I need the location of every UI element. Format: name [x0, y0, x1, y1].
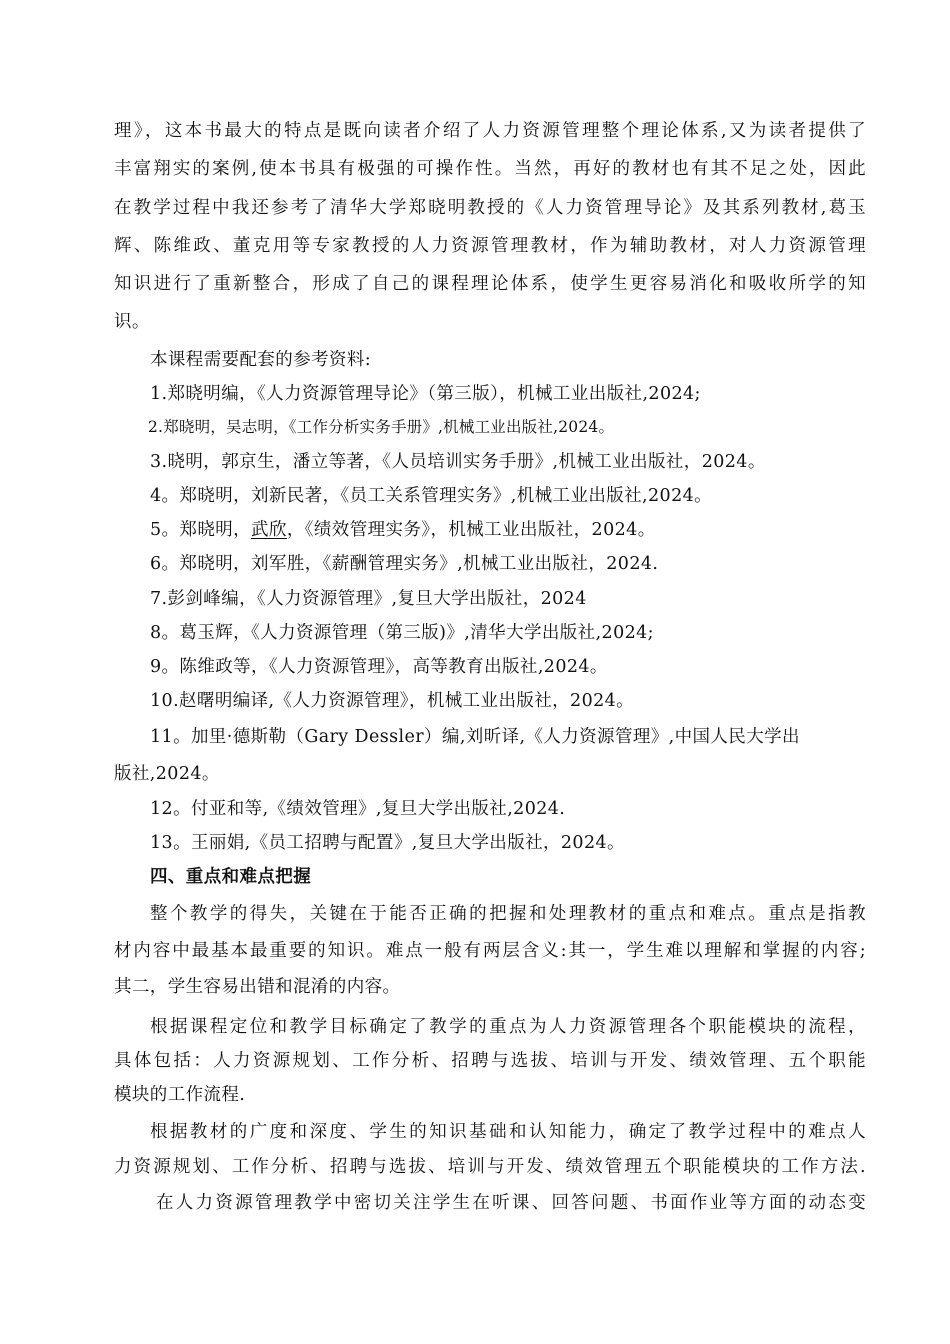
references-heading: 本课程需要配套的参考资料:	[150, 350, 372, 370]
text-line: 辉、陈维政、董克用等专家教授的人力资源管理教材，作为辅助教材，对人力资源管理	[114, 236, 866, 256]
text-line: 理》，这本书最大的特点是既向读者介绍了人力资源管理整个理论体系,又为读者提供了	[114, 121, 866, 141]
text-line: 根据教材的广度和深度、学生的知识基础和认知能力，确定了教学过程中的难点人	[150, 1122, 866, 1142]
text-line: 材内容中最基本最重要的知识。难点一般有两层含义:其一，学生难以理解和掌握的内容;	[114, 941, 866, 961]
text-line: 具体包括：人力资源规划、工作分析、招聘与选拔、培训与开发、绩效管理、五个职能	[114, 1051, 866, 1071]
text-line: 整个教学的得失，关键在于能否正确的把握和处理教材的重点和难点。重点是指教	[150, 904, 866, 924]
reference-item-continued: 版社,2024。	[114, 764, 220, 784]
text-line: 在教学过程中我还参考了清华大学郑晓明教授的《人力资管理导论》及其系列教材,葛玉	[114, 198, 866, 218]
reference-item: 13。王丽娟,《员工招聘与配置》,复旦大学出版社，2024。	[150, 833, 625, 853]
reference-item: 8。葛玉辉，《人力资源管理（第三版)》,清华大学出版社,2024;	[150, 623, 654, 643]
text-line: 其二，学生容易出错和混淆的内容。	[114, 977, 401, 997]
reference-text: 5。郑晓明，	[150, 520, 252, 540]
reference-item: 3.晓明，郭京生，潘立等著，《人员培训实务手册》,机械工业出版社，2024。	[150, 452, 766, 472]
underlined-author: 武欣	[251, 520, 287, 540]
reference-item: 9。陈维政等，《人力资源管理》，高等教育出版社,2024。	[150, 657, 608, 677]
reference-item: 4。郑晓明，刘新民著，《员工关系管理实务》,机械工业出版社,2024。	[150, 486, 713, 506]
text-line: 识。	[114, 312, 150, 332]
reference-item	[150, 522, 656, 540]
text-line: 知识进行了重新整合，形成了自己的课程理论体系，使学生更容易消化和吸收所学的知	[114, 274, 866, 294]
reference-item: 6。郑晓明，刘军胜，《薪酬管理实务》,机械工业出版社，2024.	[150, 554, 659, 574]
text-line: 模块的工作流程.	[114, 1085, 246, 1105]
reference-item: 2.郑晓明，吴志明，《工作分析实务手册》,机械工业出版社,2024。	[148, 418, 615, 436]
reference-item: 12。付亚和等,《绩效管理》,复旦大学出版社,2024.	[150, 799, 566, 819]
section-heading: 四、重点和难点把握	[150, 867, 312, 887]
text-line: 丰富翔实的案例,使本书具有极强的可操作性。当然，再好的教材也有其不足之处，因此	[114, 159, 866, 179]
reference-item: 10.赵曙明编译,《人力资源管理》，机械工业出版社，2024。	[150, 691, 635, 711]
reference-text: ，《绩效管理实务》，机械工业出版社，2024。	[286, 520, 656, 540]
text-line: 根据课程定位和教学目标确定了教学的重点为人力资源管理各个职能模块的流程，	[150, 1017, 866, 1037]
text-line: 在人力资源管理教学中密切关注学生在听课、回答问题、书面作业等方面的动态变	[156, 1193, 866, 1213]
reference-item: 1.郑晓明编，《人力资源管理导论》（第三版），机械工业出版社,2024;	[150, 384, 701, 404]
reference-item: 7.彭剑峰编，《人力资源管理》,复旦大学出版社，2024	[150, 589, 587, 609]
text-line: 力资源规划、工作分析、招聘与选拔、培训与开发、绩效管理五个职能模块的工作方法.	[114, 1157, 866, 1177]
reference-item: 11。加里·德斯勒（Gary Dessler）编,刘昕译,《人力资源管理》,中国人民大学出	[150, 727, 800, 747]
